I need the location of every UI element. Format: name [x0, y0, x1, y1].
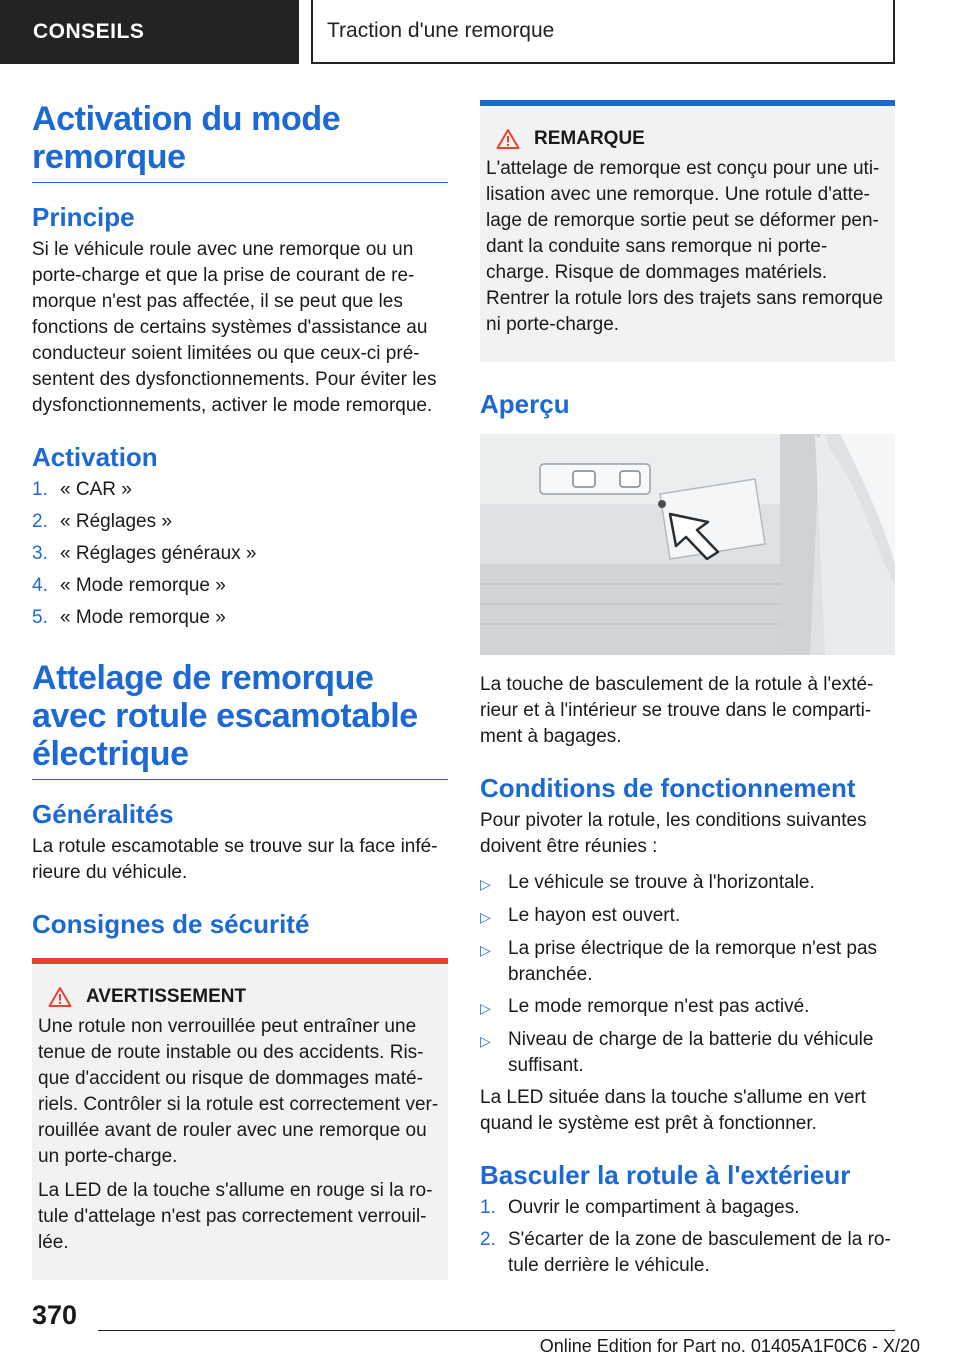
basculer-steps — [480, 1195, 895, 1279]
condition-text: Le véhicule se trouve à l'horizontale. — [508, 872, 815, 893]
topic-label: Traction d'une remorque — [327, 19, 555, 42]
step-number: 5. — [32, 607, 48, 628]
step-item — [32, 477, 448, 503]
condition-text: Le mode remorque n'est pas activé. — [508, 996, 810, 1017]
footer-edition: Online Edition for Part no. 01405A1F0C6 - X/20 — [539, 1336, 920, 1356]
conditions-list — [480, 870, 895, 1079]
warning-title-text: AVERTISSEMENT — [86, 986, 247, 1007]
step-item — [32, 509, 448, 535]
step-number: 1. — [480, 1197, 496, 1218]
warning-title — [38, 986, 442, 1008]
right-column — [480, 100, 895, 1285]
conditions-outro: La LED située dans la touche s'allume en vert quand le système est prêt à fonctionner. — [480, 1087, 866, 1134]
warning-triangle-icon — [48, 986, 72, 1008]
step-text: « Mode remorque » — [60, 607, 226, 628]
step-text: Ouvrir le compartiment à bagages. — [508, 1197, 800, 1218]
step-number: 2. — [480, 1229, 496, 1250]
footer-divider — [98, 1330, 895, 1331]
list-item — [480, 1027, 895, 1079]
warning-box — [32, 958, 448, 1280]
condition-text: Le hayon est ouvert. — [508, 905, 681, 926]
note-box — [480, 100, 895, 362]
step-number: 3. — [32, 543, 48, 564]
apercu-text: La touche de basculement de la rotule à l'exté-rieur et à l'intérieur se trouve dans le comparti-ment à bagages. — [480, 674, 874, 747]
triangle-bullet-icon: ▷ — [480, 942, 491, 958]
topic-header — [311, 0, 895, 64]
securite-heading: Consignes de sécurité — [32, 909, 310, 939]
generalites-text: La rotule escamotable se trouve sur la face infé-rieure du véhicule. — [32, 836, 438, 883]
principe-heading: Principe — [32, 202, 135, 232]
activation-steps — [32, 477, 448, 631]
page-number: 370 — [32, 1300, 78, 1330]
warning-text-1: Une rotule non verrouillée peut entraîner une tenue de route instable ou des accidents. Ris-que d'accident ou risque de dommages maté-riels. Contrôler si la rotule est correctement ver-rouillée avant de rouler avec une remorque ou un porte-charge. — [38, 1016, 439, 1167]
step-item — [32, 605, 448, 631]
note-title-text: REMARQUE — [534, 128, 645, 149]
step-item — [32, 541, 448, 567]
note-title — [486, 128, 889, 150]
triangle-bullet-icon: ▷ — [480, 1033, 491, 1049]
step-text: « Réglages généraux » — [60, 543, 257, 564]
title-activation: Activation du mode remorque — [32, 100, 341, 176]
step-number: 4. — [32, 575, 48, 596]
step-item — [480, 1227, 895, 1279]
step-number: 2. — [32, 511, 48, 532]
step-item — [480, 1195, 895, 1221]
step-text: S'écarter de la zone de basculement de la ro-tule derrière le véhicule. — [508, 1229, 891, 1276]
generalites-heading: Généralités — [32, 799, 174, 829]
step-number: 1. — [32, 479, 48, 500]
title-activation-block — [32, 100, 448, 183]
title-attelage: Attelage de remorque avec rotule escamotable électrique — [32, 659, 418, 773]
warning-triangle-icon — [496, 128, 520, 150]
condition-text: La prise électrique de la remorque n'est pas branchée. — [508, 938, 878, 985]
section-tab — [0, 0, 299, 64]
step-text: « Réglages » — [60, 511, 172, 532]
step-text: « Mode remorque » — [60, 575, 226, 596]
apercu-heading: Aperçu — [480, 389, 570, 419]
step-text: « CAR » — [60, 479, 132, 500]
trunk-illustration — [480, 434, 895, 655]
title-attelage-block — [32, 659, 448, 780]
triangle-bullet-icon: ▷ — [480, 876, 491, 892]
note-text: L'attelage de remorque est conçu pour une uti-lisation avec une remorque. Une rotule d'atte-lage de remorque sortie peut se déformer pen-dant la conduite sans remorque ni porte-charge. Risque de dommages matériels. Rentrer la rotule lors des trajets sans remorque ni porte-charge. — [486, 158, 884, 335]
activation-heading: Activation — [32, 442, 158, 472]
warning-text-2: La LED de la touche s'allume en rouge si la ro-tule d'attelage n'est pas correctement verrouil-lée. — [38, 1180, 433, 1253]
left-column — [32, 100, 448, 1280]
list-item — [480, 936, 895, 988]
section-label: CONSEILS — [33, 20, 145, 43]
basculer-heading: Basculer la rotule à l'extérieur — [480, 1160, 851, 1190]
triangle-bullet-icon: ▷ — [480, 1000, 491, 1016]
list-item — [480, 870, 895, 897]
step-item — [32, 573, 448, 599]
condition-text: Niveau de charge de la batterie du véhicule suffisant. — [508, 1029, 874, 1076]
conditions-heading: Conditions de fonctionnement — [480, 773, 856, 803]
principe-text: Si le véhicule roule avec une remorque ou un porte-charge et que la prise de courant de re-morque n'est pas affectée, il se peut que les fonctions de certains systèmes d'assistance au conducteur soient limitées ou que ceux-ci pré-sentent des dysfonctionnements. Pour éviter les dysfonctionnements, activer le mode remorque. — [32, 239, 437, 416]
triangle-bullet-icon: ▷ — [480, 909, 491, 925]
list-item — [480, 994, 895, 1021]
list-item — [480, 903, 895, 930]
conditions-intro: Pour pivoter la rotule, les conditions suivantes doivent être réunies : — [480, 810, 867, 857]
